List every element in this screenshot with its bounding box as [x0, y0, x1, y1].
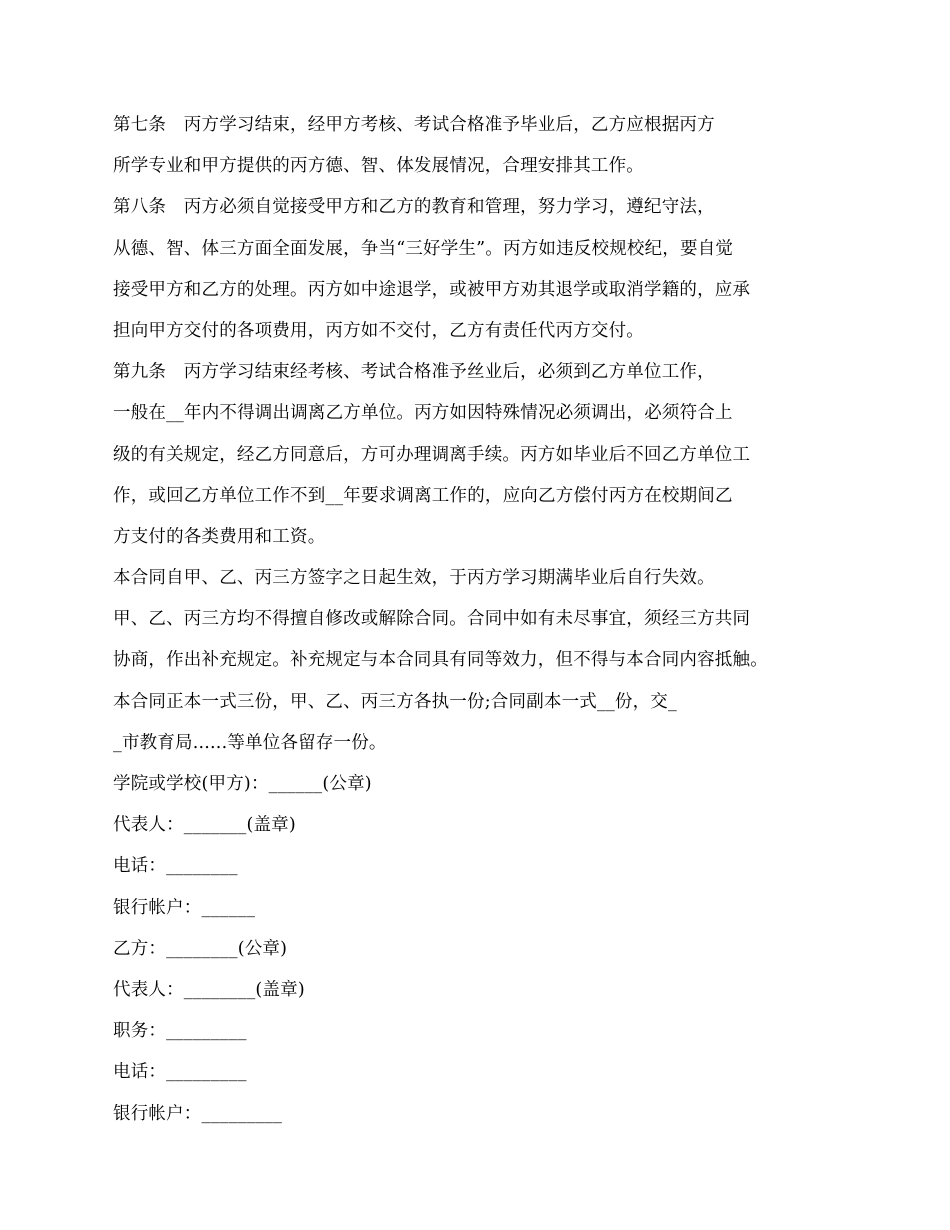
article-9-line-1: 第九条 丙方学习结束经考核、考试合格准予丝业后，必须到乙方单位工作，	[113, 362, 715, 383]
article-9-line-2: 一般在__年内不得调出调离乙方单位。丙方如因特殊情况必须调出，必须符合上	[113, 403, 733, 424]
article-8-line-4: 担向甲方交付的各项费用，丙方如不交付，乙方有责任代丙方交付。	[113, 320, 644, 341]
article-9-line-5: 方支付的各类费用和工资。	[113, 526, 326, 547]
article-7-line-1: 第七条 丙方学习结束，经甲方考核、考试合格准予毕业后，乙方应根据丙方	[113, 115, 715, 135]
party-a-representative-field: 代表人：_______(盖章)	[113, 815, 296, 836]
modification-clause-line-2: 协商，作出补充规定。补充规定与本合同具有同等效力，但不得与本合同内容抵触。	[113, 650, 768, 671]
article-9-line-3: 级的有关规定，经乙方同意后，方可办理调离手续。丙方如毕业后不回乙方单位工	[113, 444, 751, 465]
party-b-field: 乙方：________(公章)	[113, 938, 288, 959]
party-a-school-field: 学院或学校(甲方)：______(公章)	[113, 774, 372, 794]
party-b-position-field: 职务：_________	[113, 1021, 247, 1042]
contract-text	[113, 105, 833, 1135]
article-8-line-3: 接受甲方和乙方的处理。丙方如中途退学，或被甲方劝其退学或取消学籍的，应承	[113, 279, 751, 300]
party-b-representative-field: 代表人：________(盖章)	[113, 979, 305, 1000]
effective-clause: 本合同自甲、乙、丙三方签字之日起生效，于丙方学习期满毕业后自行失效。	[113, 568, 715, 589]
modification-clause-line-1: 甲、乙、丙三方均不得擅自修改或解除合同。合同中如有未尽事宜，须经三方共同	[113, 609, 751, 630]
copies-clause-line-2: _市教育局......等单位各留存一份。	[113, 732, 387, 753]
copies-clause-line-1: 本合同正本一式三份，甲、乙、丙三方各执一份;合同副本一式__份，交_	[113, 691, 677, 712]
party-a-phone-field: 电话：________	[113, 856, 238, 877]
article-7-line-2: 所学专业和甲方提供的丙方德、智、体发展情况，合理安排其工作。	[113, 156, 644, 177]
article-8-line-2: 从德、智、体三方面全面发展，争当“三好学生”。丙方如违反校规校纪，要自觉	[113, 238, 734, 259]
party-a-bank-account-field: 银行帐户：______	[113, 897, 256, 918]
article-8-line-1: 第八条 丙方必须自觉接受甲方和乙方的教育和管理，努力学习，遵纪守法，	[113, 197, 715, 218]
party-b-phone-field: 电话：_________	[113, 1062, 247, 1083]
party-b-bank-account-field: 银行帐户：_________	[113, 1103, 283, 1124]
article-9-line-4: 作，或回乙方单位工作不到__年要求调离工作的，应向乙方偿付丙方在校期间乙	[113, 485, 733, 506]
